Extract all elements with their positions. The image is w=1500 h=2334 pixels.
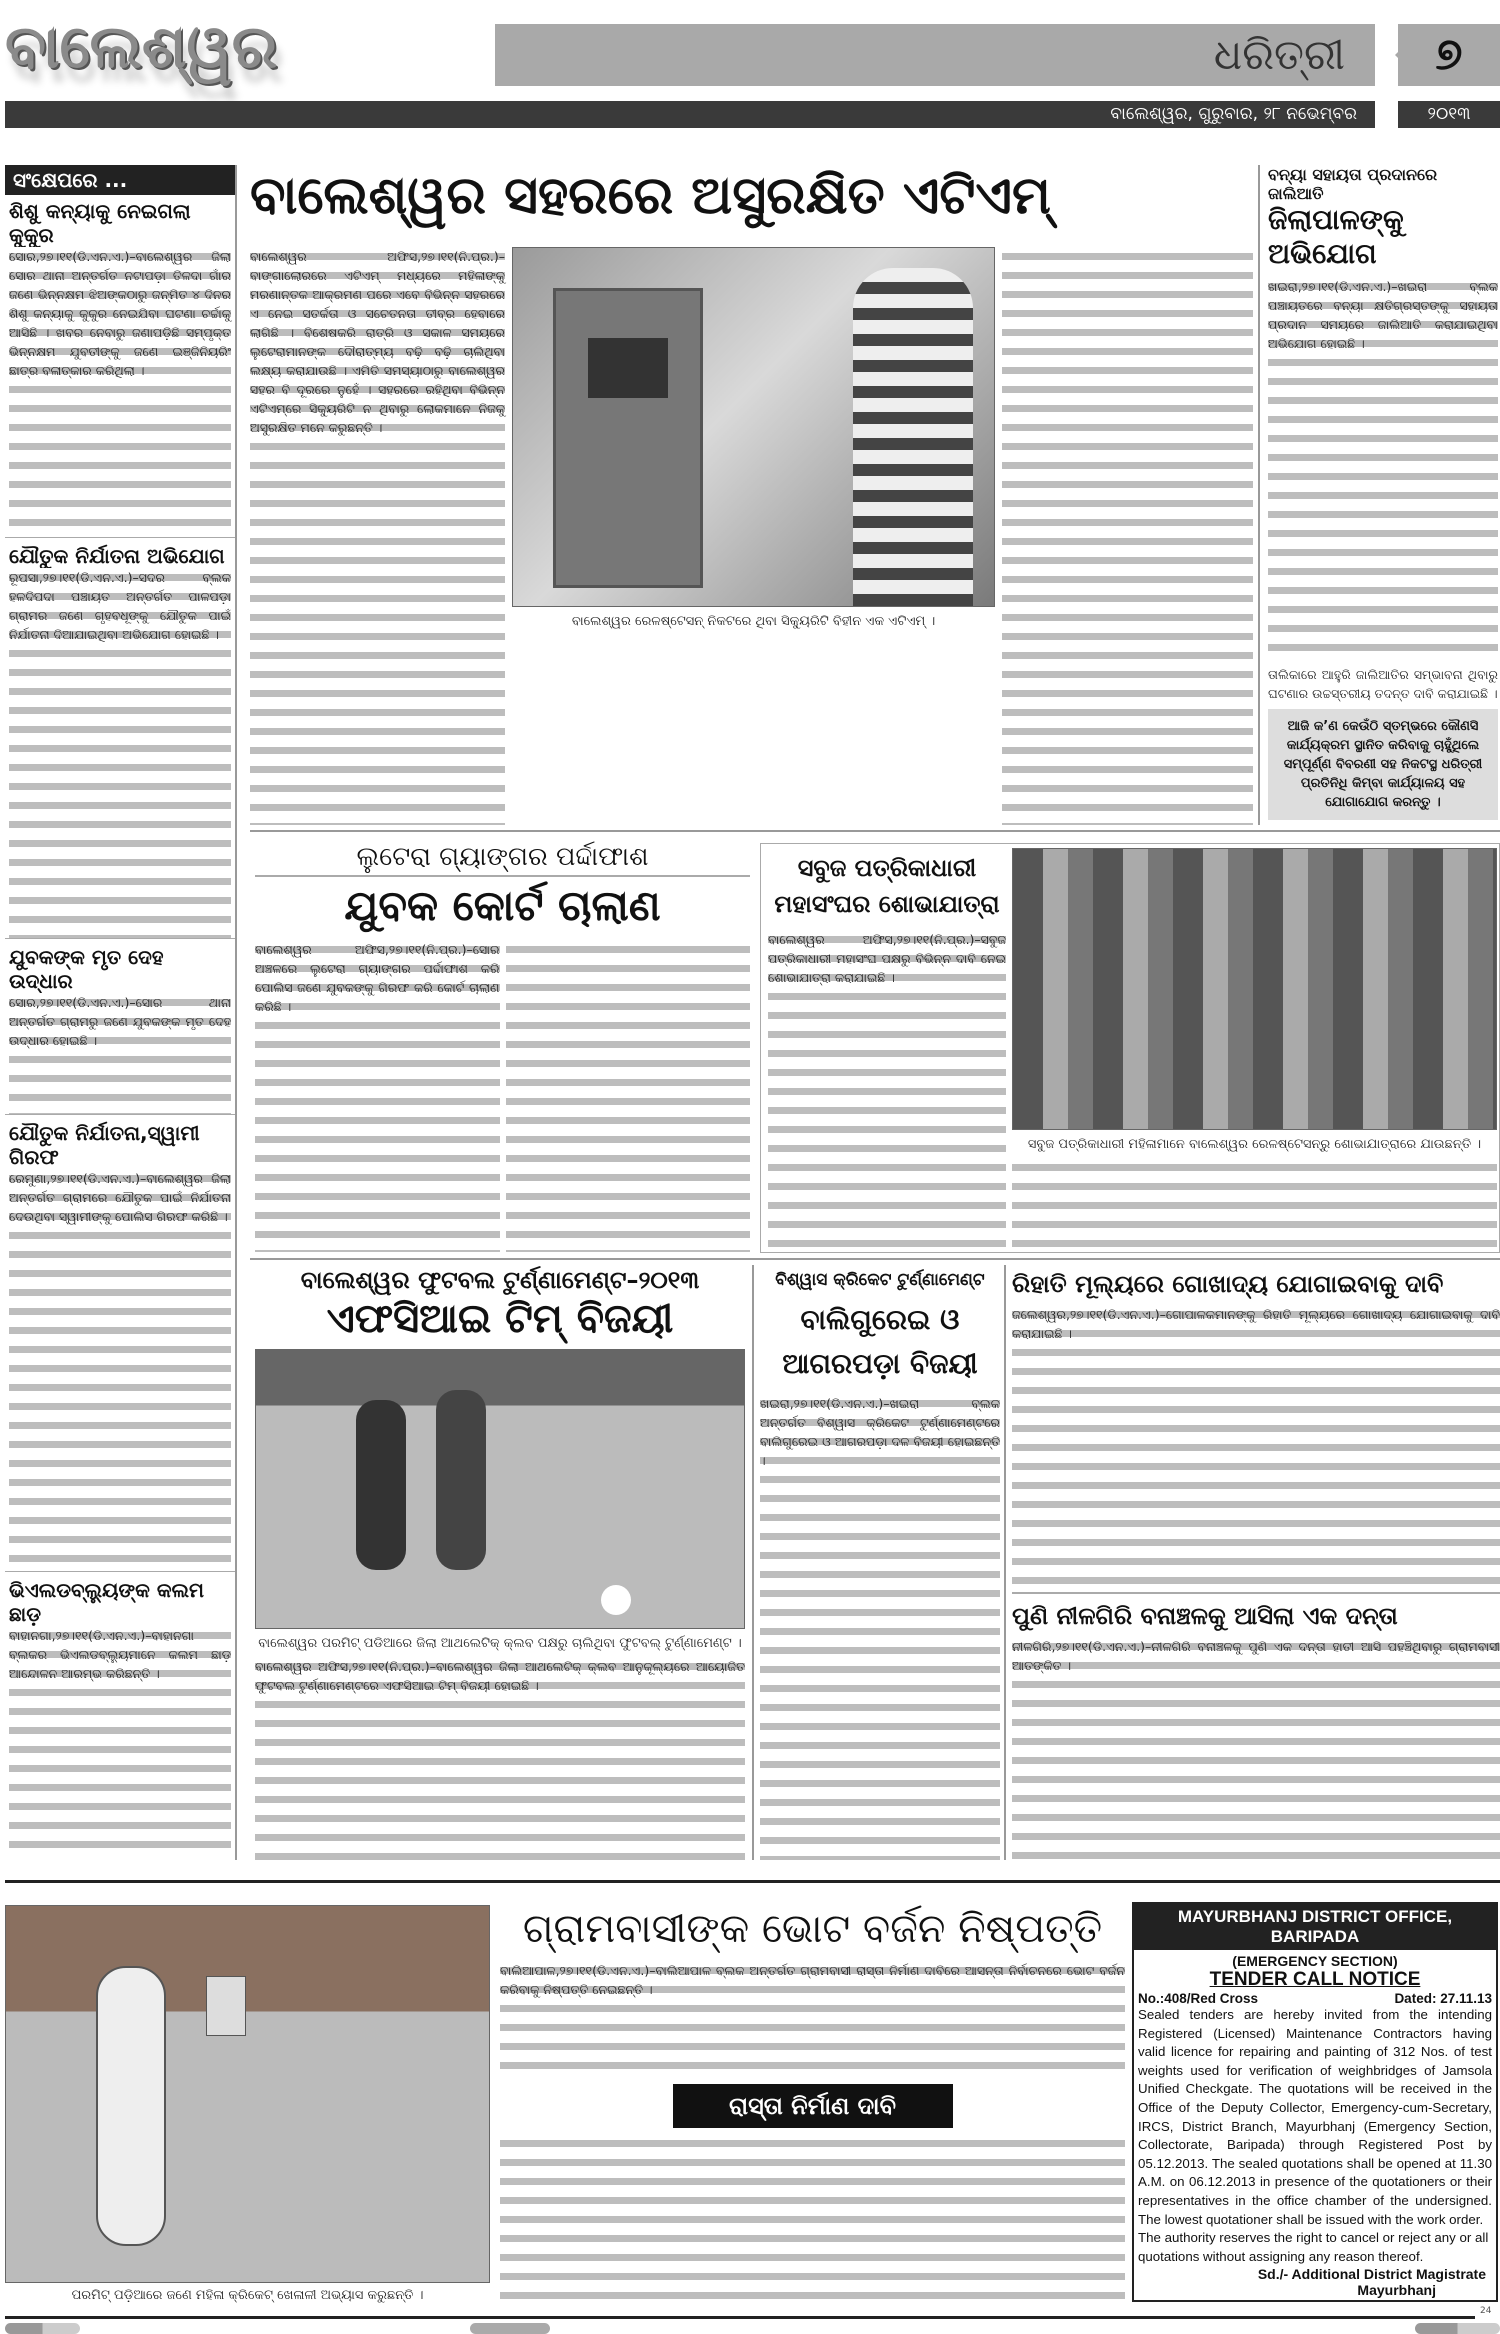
atm-text: ବାଲେଶ୍ୱର ଅଫିସ,୨୭।୧୧(ନି.ପ୍ର.)–ବାଙ୍ଗାଲୋରରେ ଏଟିଏମ୍ ମଧ୍ୟରେ ମହିଳାଙ୍କୁ ମରଣାନ୍ତକ ଆକ୍ରମଣ ପରେ ଏବେ ବିଭିନ୍ନ ସହରରେ ଏ ନେଇ ସତର୍କତା ଓ ସଚେତନତା ତୀବ୍ର ହେବାରେ ଲାଗିଛି । ବିଶେଷକରି ରାତ୍ରି ଓ ସକାଳ ସମୟରେ ଲୁଟେରାମାନଙ୍କ ଦୌରାତ୍ମ୍ୟ ବଢ଼ି ବଢ଼ି ଚାଲିଥିବା ଲକ୍ଷ୍ୟ କରାଯାଉଛି । ଏମିତି ସମସ୍ୟାଠାରୁ ବାଲେଶ୍ୱର ସହର ବି ଦୂରରେ ନୁହେଁ । ସହରରେ ରହିଥିବା ବିଭିନ୍ନ ଏଟିଏମ୍‌ରେ ସିକ୍ୟୁରିଟି ନ ଥିବାରୁ ଲୋକମାନେ ନିଜକୁ ଅସୁରକ୍ଷିତ ମନେ କରୁଛନ୍ତି । (250, 247, 505, 825)
rally-text-continued (1012, 1158, 1497, 1248)
brief-item (5, 1571, 235, 1860)
cricket-headline: ବାଲିଗୁରେଇ ଓ ଆଗରପଡ଼ା ବିଜୟୀ (782, 1303, 978, 1381)
column-rule (1258, 165, 1260, 825)
footer-pill-left (5, 2323, 80, 2334)
page-number: ୭ (1398, 24, 1500, 86)
flood-tail: ତାଲିକାରେ ଆହୁରି ଜାଲିଆତିର ସମ୍ଭାବନା ଥିବାରୁ ଘଟଣାର ଉଚ୍ଚସ୍ତରୀୟ ତଦନ୍ତ ଦାବି କରାଯାଇଛି । (1268, 667, 1498, 701)
gang-text: ବାଲେଶ୍ୱର ଅଫିସ,୨୭।୧୧(ନି.ପ୍ର.)–ସୋର ଅଞ୍ଚଳରେ ଲୁଟେରା ଗ୍ୟାଙ୍ଗର ପର୍ଦ୍ଦାଫାଶ କରି ପୋଲିସ ଜଣେ ଯୁବକଙ୍କୁ ଗିରଫ କରି କୋର୍ଟ ଚାଲାଣ କରିଛି । (255, 940, 500, 1252)
football-headline: ଏଫସିଆଇ ଟିମ୍ ବିଜୟୀ (326, 1295, 674, 1342)
brief-text: ରେମୁଣା,୨୭।୧୧(ଡି.ଏନ.ଏ.)–ବାଲେଶ୍ୱର ଜିଲା ଅନ୍ତର୍ଗତ ଗ୍ରାମରେ ଯୌତୁକ ପାଇଁ ନିର୍ଯାତନା ଦେଉଥିବା ସ୍ୱାମୀଙ୍କୁ ପୋଲିସ ଗିରଫ କରିଛି । (9, 1169, 231, 1571)
football-kicker: ବାଲେଶ୍ୱର ଫୁଟବଲ ଟୁର୍ଣ୍ଣାମେଣ୍ଟ–୨୦୧୩ (300, 1266, 700, 1294)
brief-item (5, 1114, 235, 1571)
column-rule (752, 1265, 754, 1860)
tender-notice (1132, 1902, 1498, 2302)
fodder-headline: ରିହାତି ମୂଲ୍ୟରେ ଗୋଖାଦ୍ୟ ଯୋଗାଇବାକୁ ଦାବି (1012, 1270, 1444, 1298)
rally-caption: ସବୁଜ ପତ୍ରିକାଧାରୀ ମହିଳାମାନେ ବାଲେଶ୍ୱର ରେଳଷ୍ଟେସନ୍‌ରୁ ଶୋଭାଯାତ୍ରାରେ ଯାଉଛନ୍ତି । (1027, 1137, 1482, 1152)
atm-photo-block (512, 247, 995, 825)
flood-kicker: ବନ୍ୟା ସହାୟତା ପ୍ରଦାନରେ ଜାଲିଆତି (1268, 165, 1438, 204)
atm-caption: ବାଲେଶ୍ୱର ରେଳଷ୍ଟେସନ୍ ନିକଟରେ ଥିବା ସିକ୍ୟୁରିଟି ବିହୀନ ଏକ ଏଟିଏମ୍ । (571, 614, 936, 630)
flood-text: ଖଇରା,୨୭।୧୧(ଡି.ଏନ.ଏ.)–ଖଇରା ବ୍ଲକ ପଞ୍ଚାୟତରେ ବନ୍ୟା କ୍ଷତିଗ୍ରସ୍ତଙ୍କୁ ସହାୟତା ପ୍ରଦାନ ସମୟରେ ଜାଲିଆତି କରାଯାଇଥିବା ଅଭିଯୋଗ ହୋଇଛି । (1268, 277, 1498, 663)
briefs-column (5, 165, 237, 1860)
column-rule (1004, 1265, 1006, 1860)
footer-pill-right (1415, 2323, 1500, 2334)
brief-text: ରୂପସା,୨୭।୧୧(ଡି.ଏନ.ଏ.)–ସଦର ବ୍ଲକ ହଳଦିପଦା ପଞ୍ଚାୟତ ଅନ୍ତର୍ଗତ ପାଳପଡ଼ା ଗ୍ରାମର ଜଣେ ଗୃହବଧୂଙ୍କୁ ଯୌତୁକ ପାଇଁ ନିର୍ଯାତନା ଦିଆଯାଇଥିବା ଅଭିଯୋଗ ହୋଇଛି । (9, 568, 231, 938)
rally-text-column (768, 850, 1006, 1248)
brief-headline: ଯୌତୁକ ନିର୍ଯାତନା ଅଭିଯୋଗ (9, 543, 225, 568)
tender-signed: Sd./- Additional District Magistrate (1257, 2266, 1486, 2283)
atm-headline: ବାଲେଶ୍ୱର ସହରରେ ଅସୁରକ୍ଷିତ ଏଟିଏମ୍ (250, 166, 1051, 226)
year: ୨୦୧୩ (1398, 101, 1500, 128)
tender-number: No.:408/Red Cross (1138, 1991, 1259, 2006)
fodder-text: ଜଲେଶ୍ୱର,୨୭।୧୧(ଡି.ଏନ.ଏ.)–ଗୋପାଳକମାନଙ୍କୁ ରିହାତି ମୂଲ୍ୟରେ ଗୋଖାଦ୍ୟ ଯୋଗାଇବାକୁ ଦାବି କରାଯାଇଛି । (1012, 1305, 1500, 1584)
brief-headline: ଭିଏଲଡବ୍ଲ୍ୟୁଙ୍କ କଲମ ଛାଡ଼ (9, 1578, 205, 1627)
footer-rule (5, 2316, 1475, 2319)
vote-text: ବାଲିଆପାଳ,୨୭।୧୧(ଡି.ଏନ.ଏ.)–ବାଲିଆପାଳ ବ୍ଲକ ଅନ୍ତର୍ଗତ ଗ୍ରାମବାସୀ ରାସ୍ତା ନିର୍ମାଣ ଦାବିରେ ଆସନ୍ତା ନିର୍ବାଚନରେ ଭୋଟ ବର୍ଜନ କରିବାକୁ ନିଷ୍ପତ୍ତି ନେଇଛନ୍ତି । (500, 1961, 1125, 2078)
tender-office: MAYURBHANJ DISTRICT OFFICE, BARIPADA (1134, 1904, 1496, 1950)
rally-text: ବାଲେଶ୍ୱର ଅଫିସ,୨୭।୧୧(ନି.ପ୍ର.)–ସବୁଜ ପତ୍ରିକାଧାରୀ ମହାସଂଘ ପକ୍ଷରୁ ବିଭିନ୍ନ ଦାବି ନେଇ ଶୋଭାଯାତ୍ରା କରାଯାଇଛି । (768, 930, 1006, 1248)
cricket-kicker: ବିଶ୍ୱାସ କ୍ରିକେଟ ଟୁର୍ଣ୍ଣାମେଣ୍ଟ (775, 1270, 985, 1290)
atm-body (250, 247, 1253, 825)
brief-item (5, 195, 235, 537)
football-photo (255, 1349, 745, 1629)
briefs-title: ସଂକ୍ଷେପରେ ... (5, 165, 235, 195)
flood-headline: ଜିଲାପାଳଙ୍କୁ ଅଭିଯୋଗ (1268, 203, 1404, 270)
brief-text: ସୋର,୨୭।୧୧(ଡି.ଏନ.ଏ.)–ସୋର ଥାନା ଅନ୍ତର୍ଗତ ଗ୍ରାମରୁ ଜଣେ ଯୁବକଙ୍କ ମୃତ ଦେହ ଉଦ୍ଧାର ହୋଇଛି । (9, 993, 231, 1114)
brief-headline: ଯୌତୁକ ନିର୍ଯାତନା,ସ୍ୱାମୀ ଗିରଫ (9, 1120, 200, 1169)
football-caption: ବାଲେଶ୍ୱର ପରମିଟ୍ ପଡିଆରେ ଜିଲା ଆଥଲେଟିକ୍ କ୍ଲବ ପକ୍ଷରୁ ଚାଲିଥିବା ଫୁଟବଲ୍ ଟୁର୍ଣ୍ଣାମେଣ୍ଟ । (258, 1635, 742, 1651)
tender-code: 24 (1480, 2306, 1492, 2316)
elephant-text: ନୀଳଗିରି,୨୭।୧୧(ଡି.ଏନ.ଏ.)–ନୀଳଗିରି ବନାଞ୍ଚଳକୁ ପୁଣି ଏକ ଦନ୍ତା ହାତୀ ଆସି ପହଞ୍ଚିଥିବାରୁ ଗ୍ରାମବାସୀ ଆତଙ୍କିତ । (1012, 1637, 1500, 1860)
brief-text: ସୋର,୨୭।୧୧(ଡି.ଏନ.ଏ.)–ବାଲେଶ୍ୱର ଜିଲା ସୋର ଥାନା ଅନ୍ତର୍ଗତ ନଟାପଡ଼ା ତିଳଦା ଗାଁର ଜଣେ ଭିନ୍ନକ୍ଷମ ଝିଅଙ୍କଠାରୁ ଜନ୍ମିତ ୪ ଦିନର ଶିଶୁ କନ୍ୟାକୁ କୁକୁର ନେଇଯିବା ଘଟଣା ଚର୍ଚ୍ଚାକୁ ଆସିଛି । ଖବର ନେବାରୁ ଜଣାପଡ଼ିଛି ସମ୍ପୃକ୍ତ ଭିନ୍ନକ୍ଷମ ଯୁବତୀଙ୍କୁ ଜଣେ ଇଞ୍ଜିନିୟରିଂ ଛାତ୍ର ବଳାତ୍କାର କରିଥିଲା । (9, 247, 231, 537)
dateline: ବାଲେଶ୍ୱର, ଗୁରୁବାର, ୨୮ ନଭେମ୍ବର (5, 101, 1375, 128)
atm-text-continued (1002, 247, 1253, 825)
cricket-practice-block (5, 1905, 490, 2310)
elephant-headline: ପୁଣି ନୀଳଗିରି ବନାଞ୍ଚଳକୁ ଆସିଲା ଏକ ଦନ୍ତା (1012, 1592, 1500, 1637)
gang-text-continued (506, 940, 751, 1252)
football-article (255, 1266, 745, 1860)
fodder-elephant-column (1012, 1270, 1500, 1860)
tender-date: Dated: 27.11.13 (1394, 1991, 1492, 2006)
contact-notice-box: ଆଜି କ’ଣ କେଉଁଠି ସ୍ତମ୍ଭରେ କୌଣସି କାର୍ଯ୍ୟକ୍ରମ ସ୍ଥାନିତ କରିବାକୁ ଚାହୁଁଥିଲେ ସମ୍ପୂର୍ଣ୍ଣ ବିବରଣୀ ସହ ନିକଟସ୍ଥ ଧରିତ୍ରୀ ପ୍ରତିନିଧି କିମ୍ବା କାର୍ଯ୍ୟାଳୟ ସହ ଯୋଗାଯୋଗ କରନ୍ତୁ । (1268, 709, 1498, 820)
tender-title: TENDER CALL NOTICE (1209, 1969, 1421, 1990)
brief-item (5, 938, 235, 1114)
gang-kicker: ଲୁଟେରା ଗ୍ୟାଙ୍ଗର ପର୍ଦ୍ଦାଫାଶ (255, 842, 750, 877)
row-rule (250, 1258, 1500, 1260)
tender-section: (EMERGENCY SECTION) (1232, 1953, 1398, 1969)
rally-photo-column (1012, 848, 1497, 1248)
brief-headline: ଯୁବକଙ୍କ ମୃତ ଦେହ ଉଦ୍ଧାର (9, 945, 164, 994)
vote-headline: ଗ୍ରାମବାସୀଙ୍କ ଭୋଟ ବର୍ଜନ ନିଷ୍ପତ୍ତି (522, 1906, 1103, 1952)
atm-photo (512, 247, 995, 607)
tender-reserve: The authority reserves the right to cancel or reject any or all quotations without assigning any reason thereof. (1138, 2230, 1489, 2264)
vote-text-continued (500, 2134, 1125, 2310)
flood-article (1268, 165, 1498, 820)
football-text: ବାଲେଶ୍ୱର ଅଫିସ,୨୭।୧୧(ନି.ପ୍ର.)–ବାଲେଶ୍ୱର ଜିଲା ଆଥଲେଟିକ୍ କ୍ଲବ ଆନୁକୂଲ୍ୟରେ ଆୟୋଜିତ ଫୁଟବଲ ଟୁର୍ଣ୍ଣାମେଣ୍ଟରେ ଏଫସିଆଇ ଟିମ୍ ବିଜୟୀ ହୋଇଛି । (255, 1657, 745, 1860)
masthead-logo: ବାଲେଶ୍ୱର (5, 12, 278, 82)
cricket-practice-caption: ପରମିଟ୍ ପଡ଼ିଆରେ ଜଣେ ମହିଳା କ୍ରିକେଟ୍ ଖେଳାଳୀ ଅଭ୍ୟାସ କରୁଛନ୍ତି । (71, 2288, 424, 2303)
vote-article (500, 1905, 1125, 2310)
cricket-text: ଖଇରା,୨୭।୧୧(ଡି.ଏନ.ଏ.)–ଖଇରା ବ୍ଲକ ଅନ୍ତର୍ଗତ ବିଶ୍ୱାସ କ୍ରିକେଟ ଟୁର୍ଣ୍ଣାମେଣ୍ଟରେ ବାଲିଗୁରେଇ ଓ ଆଗରପଡ଼ା ଦଳ ବିଜୟୀ ହୋଇଛନ୍ତି । (760, 1394, 1000, 1860)
brief-text: ବାହାନଗା,୨୭।୧୧(ଡି.ଏନ.ଏ.)–ବାହାନଗା ବ୍ଲକର ଭିଏଲଡବ୍ଲ୍ୟୁମାନେ କଲମ ଛାଡ଼ ଆନ୍ଦୋଳନ ଆରମ୍ଭ କରିଛନ୍ତି । (9, 1626, 231, 1860)
brief-headline: ଶିଶୁ କନ୍ୟାକୁ ନେଇଗଲା କୁକୁର (9, 199, 191, 247)
gang-body (255, 940, 750, 1252)
tender-meta (1134, 1991, 1496, 2006)
cricket-practice-photo (5, 1905, 490, 2283)
tender-body: Sealed tenders are hereby invited from the intending Registered (Licensed) Maintenance Contractors having valid licence for repairing and painting of 312 Nos. of test weights used for verification of weighbridges of Jamsola Unified Checkgate. The quotations will be received in the Office of the Deputy Collector, Emergency-cum-Secretary, IRCS, District Branch, Mayurbhanj (Emergency Section, Collectorate, Baripada) through Registered Post by 05.12.2013. The sealed quotations shall be opened at 11.30 A.M. on 06.12.2013 in presence of the quotationers or their representatives in the office chamber of the undersigned. The lowest quotationer shall be issued with the work order. (1138, 2007, 1492, 2227)
brief-item (5, 537, 235, 938)
tender-place: Mayurbhanj (1357, 2282, 1436, 2299)
row-rule (250, 830, 1500, 832)
rally-photo (1012, 848, 1497, 1130)
gang-article (255, 842, 750, 1252)
footer-pill-center (470, 2323, 550, 2334)
gang-headline: ଯୁବକ କୋର୍ଟ ଚାଲାଣ (344, 881, 661, 931)
section-bar: ଧରିତ୍ରୀ (495, 24, 1375, 86)
atm-article (250, 165, 1253, 825)
vote-subhead: ରାସ୍ତା ନିର୍ମାଣ ଦାବି (673, 2084, 953, 2128)
rally-headline: ସବୁଜ ପତ୍ରିକାଧାରୀ ମହାସଂଘର ଶୋଭାଯାତ୍ରା (774, 854, 1000, 918)
cricket-article (760, 1270, 1000, 1860)
page-rule (5, 1880, 1500, 1883)
